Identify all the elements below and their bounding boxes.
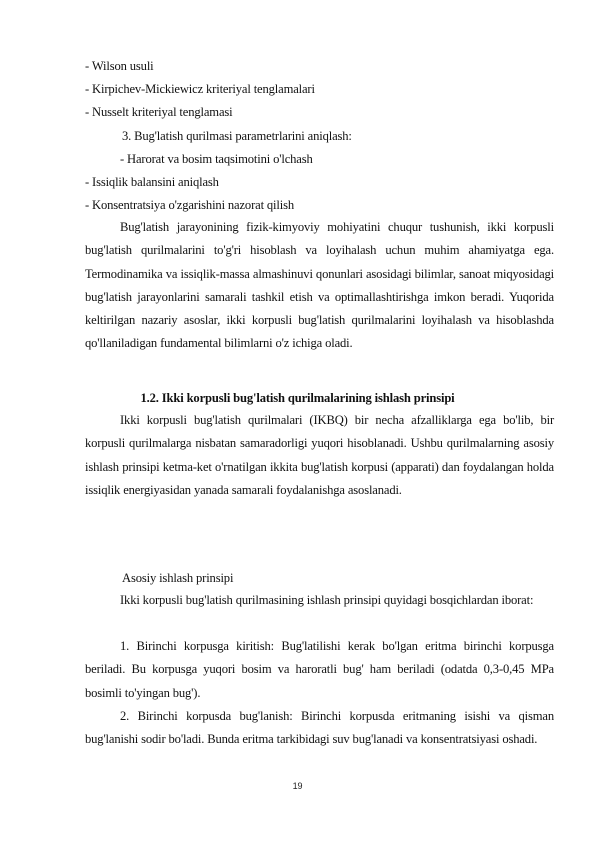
section-heading: 1.2. Ikki korpusli bug'latish qurilmalarining ishlash prinsipi: [140, 391, 455, 405]
list-item-konsentratsiya: - Konsentratsiya o'zgarishini nazorat qilish: [85, 198, 295, 212]
list-item-nusselt: - Nusselt kriteriyal tenglamasi: [85, 105, 233, 119]
paragraph-step-2: 2. Birinchi korpusda bug'lanish: Birinchi korpusda eritmaning isishi va qisman bug'lanishi sodir bo'ladi. Bunda eritma tarkibidagi suv bug'lanadi va konsentratsiyasi oshadi.: [85, 709, 554, 747]
paragraph-ikbq: Ikki korpusli bug'latish qurilmalari (IKBQ) bir necha afzalliklarga ega bo'lib, bir korpusli qurilmalarga nisbatan samaradorligi yuqori hisoblanadi. Ushbu qurilmalarning asosiy ishlash prinsipi ketma-ket o'rnatilgan ikkita bug'latish korpusi (apparati) dan foydalangan holda issiqlik energiyasidan yanada samarali foydalanishga asoslanadi.: [85, 413, 554, 497]
paragraph-intro: Bug'latish jarayonining fizik-kimyoviy mohiyatini chuqur tushunish, ikki korpusli bug'latish qurilmalarini to'g'ri hisoblash va loyihalash uchun muhim ahamiyatga ega. Termodinamika va issiqlik-massa almashinuvi qonunlari asosidagi bilimlar, sanoat miqyosidagi bug'latish jarayonlarini samarali tashkil etish va optimallashtirishga imkon beradi. Yuqorida keltirilgan nazariy asoslar, ikki korpusli bug'latish qurilmalarini loyihalash va hisoblashda qo'llaniladigan fundamental bilimlarni o'z ichiga oladi.: [85, 220, 554, 351]
step-3-title: 3. Bug'latish qurilmasi parametrlarini aniqlash:: [122, 129, 352, 143]
list-item-issiqlik: - Issiqlik balansini aniqlash: [85, 175, 219, 189]
paragraph-step-1: 1. Birinchi korpusga kiritish: Bug'latilishi kerak bo'lgan eritma birinchi korpusga beriladi. Bu korpusga yuqori bosim va haroratli bug' ham beriladi (odatda 0,3-0,45 MPa bosimli to'yingan bug').: [85, 639, 554, 700]
list-item-wilson: - Wilson usuli: [85, 59, 154, 73]
list-item-kirpichev: - Kirpichev-Mickiewicz kriteriyal tenglamalari: [85, 82, 315, 96]
list-item-harorat: - Harorat va bosim taqsimotini o'lchash: [120, 152, 313, 166]
paragraph-stages: Ikki korpusli bug'latish qurilmasining ishlash prinsipi quyidagi bosqichlardan iborat:: [120, 593, 534, 607]
page-number: 19: [292, 781, 303, 791]
subheading-principle: Asosiy ishlash prinsipi: [122, 571, 234, 585]
